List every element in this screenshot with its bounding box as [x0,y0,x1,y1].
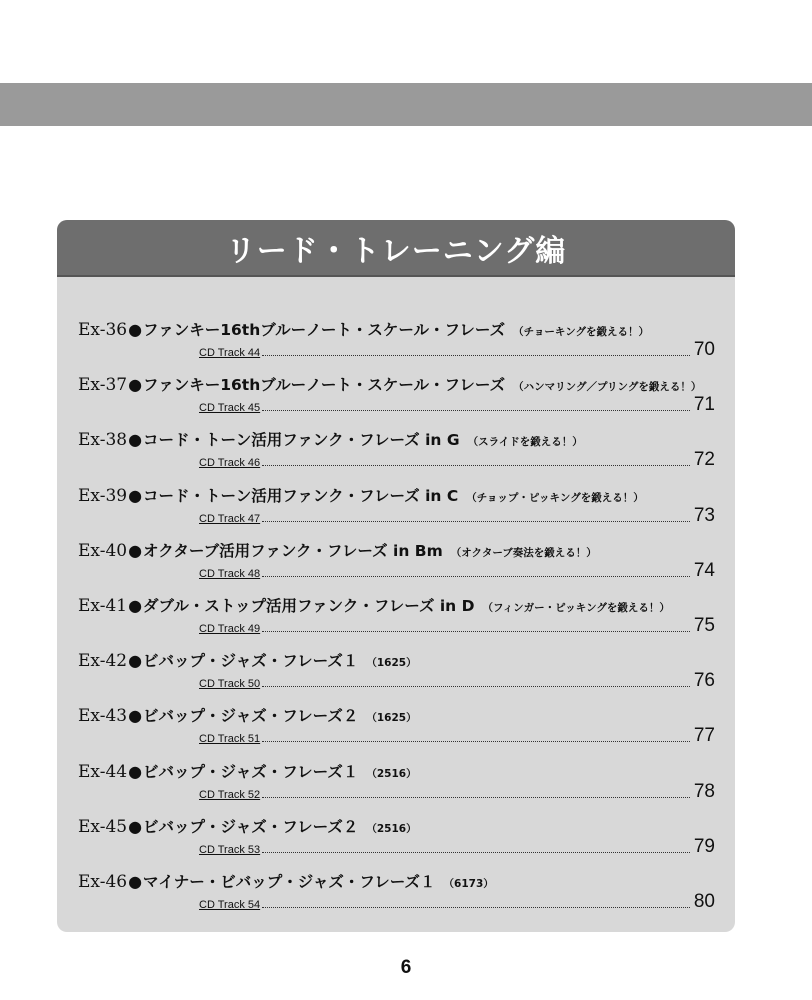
cd-track-label[interactable]: CD Track 51 [199,733,261,746]
entry-subtitle: （2516） [366,767,417,780]
entry-subtitle: （オクターブ奏法を鍛える！） [450,546,597,559]
entry-subtitle: （スライドを鍛える！） [467,436,583,449]
bullet-icon: ● [128,430,143,450]
toc-entry[interactable] [57,420,735,475]
exercise-number: Ex-38 [78,430,128,451]
entry-track-line [199,395,715,414]
cd-track-label[interactable]: CD Track 50 [199,678,261,691]
entry-track-line [199,782,715,801]
toc-entry[interactable] [57,641,735,696]
page-reference: 73 [693,504,715,526]
entry-heading [78,318,649,340]
toc-entry[interactable] [57,862,735,917]
entry-title: ビバップ・ジャズ・フレーズ１ [143,762,359,781]
entry-subtitle: （チョップ・ピッキングを鍛える！） [466,491,644,504]
toc-entries [57,310,735,917]
entry-subtitle: （ハンマリング／プリングを鍛える！） [513,381,702,394]
bullet-icon: ● [128,485,143,505]
cd-track-label[interactable]: CD Track 44 [199,347,261,359]
entry-heading [78,594,670,616]
entry-heading [78,870,494,892]
cd-track-label[interactable]: CD Track 49 [199,622,261,635]
exercise-number: Ex-44 [78,761,128,782]
toc-entry[interactable] [57,696,735,751]
entry-heading [78,373,701,395]
entry-heading [78,649,417,671]
entry-heading [78,704,417,726]
dot-leader [262,907,690,908]
bullet-icon: ● [128,816,143,836]
exercise-number: Ex-46 [78,871,128,892]
cd-track-label[interactable]: CD Track 52 [199,788,261,801]
cd-track-label[interactable]: CD Track 47 [199,512,261,525]
entry-track-line [199,450,715,469]
bullet-icon: ● [128,706,143,726]
bullet-icon: ● [128,761,143,781]
bullet-icon: ● [128,375,143,395]
entry-track-line [199,726,715,745]
exercise-number: Ex-36 [78,320,128,340]
page-reference: 79 [693,835,715,857]
panel-header [57,220,735,277]
cd-track-label[interactable]: CD Track 46 [199,457,261,470]
entry-title: コード・トーン活用ファンク・フレーズ in G [143,431,460,450]
page-reference: 70 [693,339,715,360]
entry-subtitle: （6173） [443,877,494,890]
dot-leader [262,576,690,577]
dot-leader [262,355,690,356]
top-band [0,83,812,126]
dot-leader [262,797,690,798]
entry-subtitle: （1625） [366,657,417,670]
entry-title: マイナー・ビバップ・ジャズ・フレーズ１ [143,872,436,891]
exercise-number: Ex-42 [78,651,128,672]
entry-track-line [199,561,715,580]
entry-track-line [199,340,715,359]
page-reference: 75 [693,614,715,636]
cd-track-label[interactable]: CD Track 54 [199,898,261,911]
toc-entry[interactable] [57,586,735,641]
entry-heading [78,484,644,506]
entry-track-line [199,671,715,690]
exercise-number: Ex-37 [78,375,128,396]
cd-track-label[interactable]: CD Track 48 [199,567,261,580]
entry-heading [78,815,417,837]
page-reference: 80 [693,890,715,912]
page-reference: 77 [693,725,715,747]
entry-track-line [199,506,715,525]
entry-subtitle: （1625） [366,712,417,725]
exercise-number: Ex-43 [78,706,128,727]
entry-title: ダブル・ストップ活用ファンク・フレーズ in D [143,596,475,615]
cd-track-label[interactable]: CD Track 53 [199,843,261,856]
cd-track-label[interactable]: CD Track 45 [199,402,261,415]
toc-entry[interactable] [57,531,735,586]
exercise-number: Ex-39 [78,485,128,506]
exercise-number: Ex-41 [78,595,128,616]
entry-subtitle: （2516） [366,822,417,835]
entry-subtitle: （チョーキングを鍛える！） [513,326,650,338]
toc-entry[interactable] [57,807,735,862]
toc-entry[interactable] [57,310,735,365]
page-reference: 71 [693,394,715,416]
entry-title: ビバップ・ジャズ・フレーズ１ [143,652,359,671]
entry-title: ビバップ・ジャズ・フレーズ２ [143,707,359,726]
entry-subtitle: （フィンガー・ピッキングを鍛える！） [482,601,670,614]
entry-title: ビバップ・ジャズ・フレーズ２ [143,817,359,836]
page-number: 6 [400,957,412,978]
page-reference: 76 [693,670,715,692]
dot-leader [262,686,690,687]
page-reference: 74 [693,559,715,581]
bullet-icon: ● [128,651,143,671]
entry-title: オクターブ活用ファンク・フレーズ in Bm [143,541,443,560]
toc-entry[interactable] [57,476,735,531]
entry-track-line [199,837,715,856]
entry-track-line [199,892,715,911]
toc-panel [57,220,735,932]
bullet-icon: ● [128,540,143,560]
entry-track-line [199,616,715,635]
toc-entry[interactable] [57,365,735,420]
bullet-icon: ● [128,871,143,891]
page-reference: 78 [693,780,715,802]
entry-heading [78,428,583,450]
dot-leader [262,465,690,466]
dot-leader [262,741,690,742]
toc-entry[interactable] [57,752,735,807]
entry-heading [78,539,597,561]
entry-heading [78,760,417,782]
dot-leader [262,410,690,411]
entry-title: コード・トーン活用ファンク・フレーズ in C [143,486,459,505]
section-title: リード・トレーニング編 [225,233,567,269]
dot-leader [262,521,690,522]
page-reference: 72 [693,449,715,471]
bullet-icon: ● [128,320,143,339]
entry-title: ファンキー16thブルーノート・スケール・フレーズ [143,321,506,339]
exercise-number: Ex-45 [78,816,128,837]
dot-leader [262,852,690,853]
exercise-number: Ex-40 [78,540,128,561]
entry-title: ファンキー16thブルーノート・スケール・フレーズ [143,376,506,395]
bullet-icon: ● [128,595,143,615]
dot-leader [262,631,690,632]
